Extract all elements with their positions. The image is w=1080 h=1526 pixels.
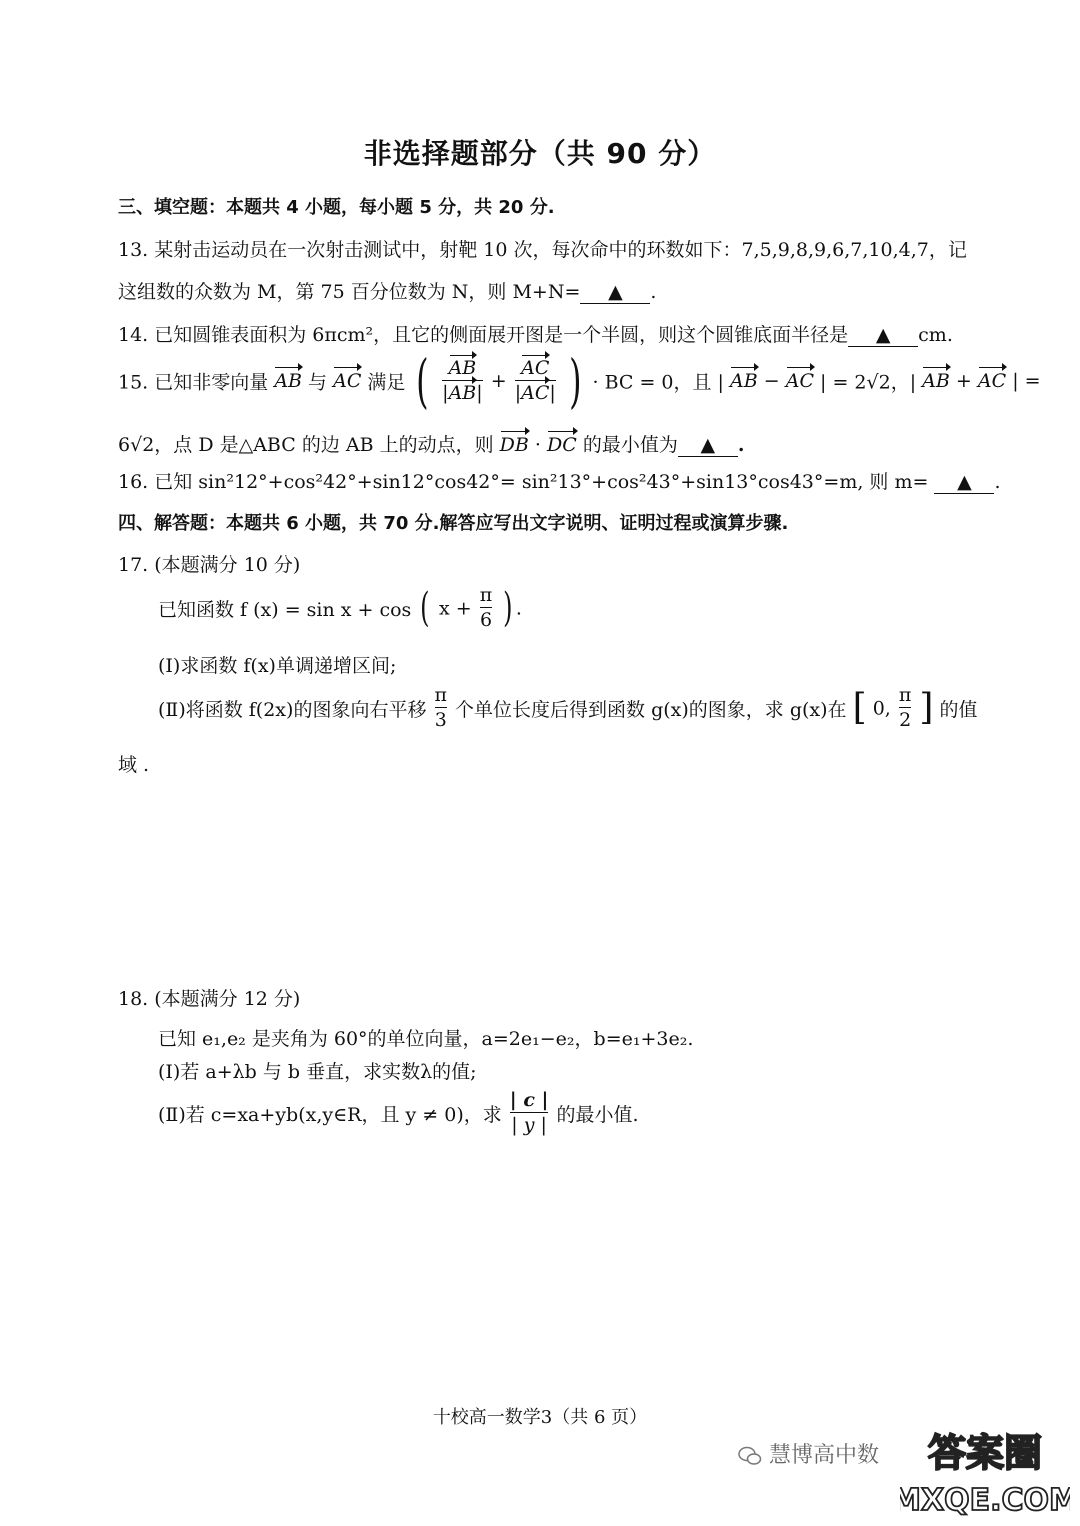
vector-ab: AB	[922, 370, 950, 392]
vector-ac: AC	[977, 370, 1007, 392]
q17-part2-end: 域 .	[118, 754, 150, 776]
q15-and: 与	[308, 371, 328, 394]
interval-start: 0,	[872, 697, 891, 720]
numerator: | c |	[509, 1089, 549, 1111]
right-paren: )	[503, 585, 513, 632]
vector-ab: AB	[274, 370, 302, 392]
answer-blank: ▲	[580, 281, 650, 304]
vector-ac: AC	[785, 370, 814, 392]
watermark	[738, 1438, 879, 1469]
dot-sign: ·	[534, 434, 541, 456]
page-footer: 十校高一数学3（共 6 页）	[432, 1407, 648, 1428]
q17-arg: x +	[439, 597, 472, 620]
section-answer-heading: 四、解答题：本题共 6 小题，共 70 分.解答应写出文字说明、证明过程或演算步骤.	[118, 513, 789, 534]
q15-line2	[118, 430, 744, 457]
plus-sign: +	[490, 370, 507, 392]
right-paren: )	[568, 347, 582, 415]
svg-text:答案圈: 答案圈	[927, 1431, 1043, 1475]
answer-blank: ▲	[848, 324, 918, 347]
fraction-pi-6	[480, 585, 493, 632]
period: .	[650, 281, 657, 303]
q15-zero: · BC = 0，且 |	[592, 371, 724, 394]
q13-text: 这组数的众数为 M，第 75 百分位数为 N，则 M+N=	[118, 281, 581, 303]
vector-ac: AC	[521, 381, 550, 404]
q18-part2-text2: 的最小值.	[556, 1103, 639, 1126]
vector-ab: AB	[730, 370, 758, 392]
q18-part1: (Ⅰ)若 a+λb 与 b 垂直，求实数λ的值;	[158, 1061, 477, 1083]
vector-ab: AB	[448, 381, 477, 404]
q17-part2-text3: 的值	[939, 698, 978, 721]
q13-line1: 13. 某射击运动员在一次射击测试中，射靶 10 次，每次命中的环数如下：7,5,9,8,9,6,7,10,4,7，记	[118, 239, 967, 261]
denominator: | y |	[511, 1113, 547, 1136]
q17-given	[158, 585, 522, 632]
page-title: 非选择题部分（共 90 分）	[363, 137, 717, 170]
q15-eq1: | = 2√2，|	[820, 371, 917, 394]
vector-ac: AC	[333, 370, 362, 392]
denominator: 6	[479, 608, 493, 631]
q15-eq2: | =	[1012, 370, 1041, 392]
fraction-c-y	[510, 1090, 549, 1137]
answer-blank: ▲	[934, 471, 994, 494]
left-bracket: [	[852, 687, 867, 729]
vector-ab: AB	[448, 356, 477, 379]
watermark-logo	[900, 1418, 1070, 1523]
pi: π	[898, 684, 912, 706]
left-paren: (	[420, 585, 430, 632]
right-bracket: ]	[919, 687, 934, 729]
minus-sign: −	[763, 370, 780, 392]
plus-sign: +	[955, 370, 972, 392]
q15-text3: 的最小值为	[582, 434, 678, 456]
period: .	[994, 471, 1001, 493]
fraction-pi-3	[435, 685, 448, 732]
period: .	[737, 434, 745, 456]
denominator: 2	[899, 708, 912, 731]
pi: π	[434, 684, 447, 706]
q14-text: 14. 已知圆锥表面积为 6πcm²，且它的侧面展开图是一个半圆，则这个圆锥底面半径是	[118, 324, 849, 346]
q17-part2-text: (Ⅱ)将函数 f(2x)的图象向右平移	[158, 698, 427, 721]
vector-ac: AC	[521, 356, 550, 379]
q17-part2	[158, 685, 978, 732]
fraction-ac: $\frac{AC}{|AC|}$	[514, 356, 556, 404]
q15-satisfy: 满足	[367, 371, 406, 394]
denominator: 3	[434, 708, 447, 731]
pi: π	[479, 584, 493, 606]
fraction-pi-2	[899, 685, 912, 732]
vector-db: DB	[499, 434, 529, 456]
q17-part2-text2: 个单位长度后得到函数 g(x)的图象，求 g(x)在	[455, 698, 847, 721]
svg-text:MXQE.COM: MXQE.COM	[900, 1483, 1070, 1518]
q17-head: 17. (本题满分 10 分)	[118, 554, 301, 576]
unit: cm.	[918, 324, 953, 346]
section-fill-blank-heading: 三、填空题：本题共 4 小题，每小题 5 分，共 20 分.	[118, 197, 555, 218]
q18-given: 已知 e₁,e₂ 是夹角为 60°的单位向量，a=2e₁−e₂，b=e₁+3e₂.	[158, 1028, 694, 1050]
watermark-text: 慧博高中数	[769, 1443, 880, 1468]
period: .	[515, 597, 522, 620]
q15-line1	[118, 347, 1041, 415]
q17-func: 已知函数 f (x) = sin x + cos	[158, 598, 412, 621]
q15-text2: 6√2，点 D 是△ABC 的边 AB 上的动点，则	[118, 434, 494, 456]
q18-part2-text: (Ⅱ)若 c=xa+yb(x,y∈R，且 y ≠ 0)，求	[158, 1103, 502, 1126]
q17-part1: (Ⅰ)求函数 f(x)单调递增区间;	[158, 655, 397, 677]
q14-line	[118, 320, 953, 347]
vector-dc: DC	[546, 434, 577, 456]
q18-part2	[158, 1090, 639, 1137]
q15-text: 15. 已知非零向量	[118, 371, 269, 394]
q18-head: 18. (本题满分 12 分)	[118, 988, 301, 1010]
q16-line	[118, 467, 1000, 494]
wechat-icon	[738, 1446, 762, 1466]
q13-line2	[118, 277, 656, 304]
fraction-ab: $\frac{AB}{|AB|}$	[442, 356, 483, 404]
q16-text: 16. 已知 sin²12°+cos²42°+sin12°cos42°= sin²13°+cos²43°+sin13°cos43°=m, 则 m=	[118, 471, 929, 493]
answer-blank: ▲	[678, 434, 738, 457]
left-paren: (	[416, 347, 430, 415]
